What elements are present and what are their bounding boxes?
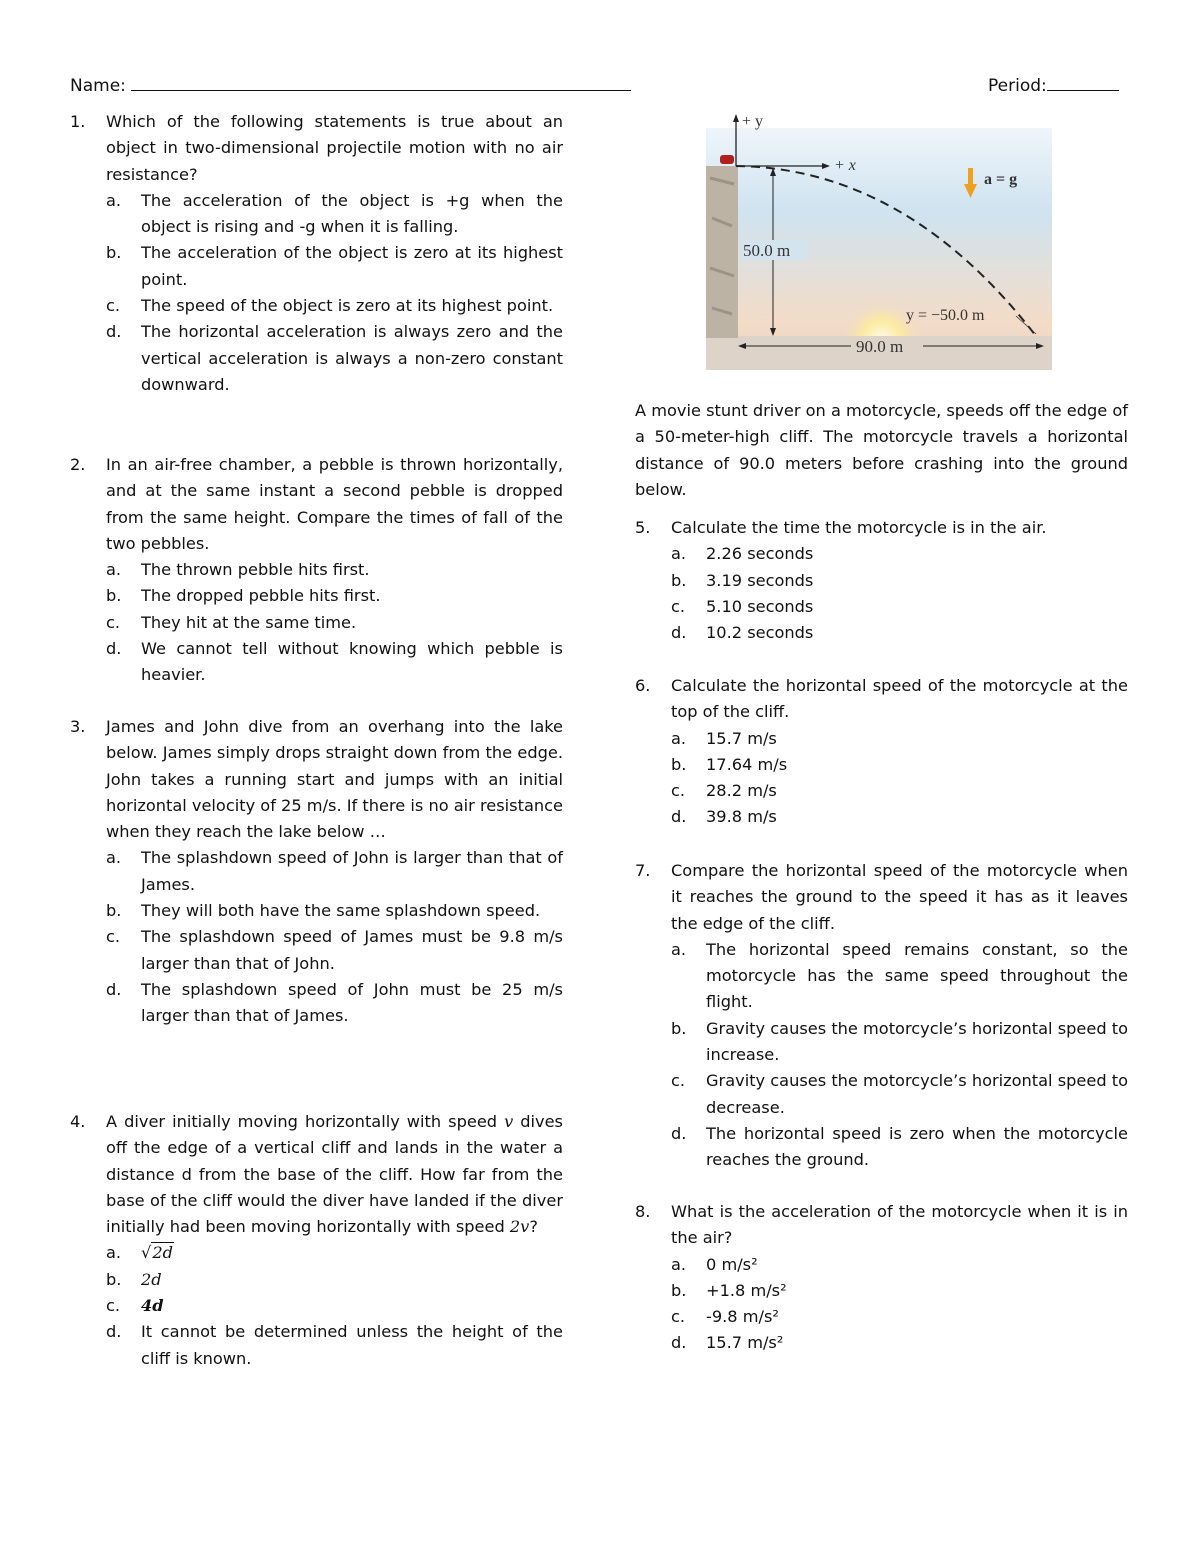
option-text: 28.2 m/s [706, 781, 777, 801]
option-a[interactable]: a. √2d [70, 1240, 563, 1266]
question-number: 5. [635, 518, 651, 537]
scenario-text: A movie stunt driver on a motorcycle, speeds off the edge of a 50-meter-high cliff. The motorcycle travels a horizontal distance of 90.0 meters before crashing into the ground below. [635, 401, 1128, 499]
option-letter: c. [671, 1307, 686, 1327]
option-text: 2.26 seconds [706, 544, 814, 564]
option-letter: c. [106, 1296, 121, 1316]
option-b[interactable] [70, 583, 563, 609]
option-text: Gravity causes the motorcycle’s horizontal speed to increase. [706, 1018, 1128, 1065]
y-axis-label: + y [742, 113, 764, 130]
option-letter: b. [671, 1018, 687, 1038]
option-letter: d. [671, 1333, 687, 1353]
option-text: The splashdown speed of James must be 9.8 m/s larger than that of John. [141, 927, 563, 973]
period-label: Period: [988, 76, 1047, 96]
question-text: Calculate the horizontal speed of the motorcycle at the top of the cliff. [671, 676, 1128, 722]
variable-2v: 2v [509, 1217, 530, 1237]
option-letter: b. [106, 1269, 122, 1289]
option-b[interactable] [70, 240, 563, 293]
option-c[interactable] [635, 1068, 1128, 1121]
option-text: 5.10 seconds [706, 596, 814, 616]
option-letter: c. [671, 1071, 686, 1091]
option-letter: b. [671, 754, 687, 774]
option-b[interactable] [70, 898, 563, 924]
projectile-diagram [706, 108, 1052, 370]
option-text: The horizontal speed is zero when the motorcycle reaches the ground. [706, 1123, 1128, 1170]
option-letter: c. [106, 927, 121, 947]
option-c[interactable] [70, 924, 563, 977]
question-1 [70, 109, 563, 398]
question-8 [635, 1199, 1128, 1357]
option-text: The horizontal acceleration is always zero and the vertical acceleration is always a non-zero constant downward. [141, 322, 563, 394]
question-text: In an air-free chamber, a pebble is thrown horizontally, and at the same instant a second pebble is dropped from the same height. Compare the times of fall of the two pebbles. [106, 455, 563, 553]
option-b[interactable] [635, 1278, 1128, 1304]
option-text: 4d [141, 1296, 164, 1316]
option-text: 0 m/s² [706, 1254, 758, 1274]
option-d[interactable] [635, 1121, 1128, 1174]
x-axis-label: + x [834, 157, 856, 174]
option-letter: a. [671, 544, 687, 564]
option-text: 10.2 seconds [706, 623, 814, 643]
name-field[interactable] [70, 72, 631, 99]
option-letter: c. [106, 612, 121, 632]
option-letter: a. [671, 728, 687, 748]
option-text: The speed of the object is zero at its highest point. [141, 296, 554, 316]
option-text: The acceleration of the object is +g when the object is rising and -g when it is falling. [141, 190, 563, 237]
question-text: Compare the horizontal speed of the motorcycle when it reaches the ground to the speed it has as it leaves the edge of the cliff. [671, 861, 1128, 933]
name-label: Name: [70, 76, 126, 96]
variable-v: v [504, 1112, 514, 1131]
option-text: 15.7 m/s² [706, 1333, 784, 1353]
option-c[interactable] [635, 594, 1128, 620]
distance-label: 90.0 m [856, 337, 904, 356]
option-letter: d. [106, 639, 122, 659]
option-letter: d. [671, 1123, 687, 1143]
option-letter: b. [106, 901, 122, 921]
option-d[interactable] [70, 636, 563, 689]
option-letter: d. [106, 1322, 122, 1342]
option-b[interactable] [635, 568, 1128, 594]
option-text: The splashdown speed of John is larger than that of James. [141, 848, 563, 894]
question-text: A diver initially moving horizontally with speed v dives off the edge of a vertical cliff and lands in the water a distance d from the base of the cliff. How far from the base of the cliff would the diver have landed if the diver initially had been moving horizontally with speed 2v? [106, 1112, 563, 1237]
option-c[interactable] [70, 1293, 563, 1319]
option-a[interactable] [635, 726, 1128, 752]
name-blank[interactable] [131, 72, 631, 91]
option-letter: d. [106, 979, 122, 999]
option-b[interactable] [635, 752, 1128, 778]
option-letter: d. [671, 623, 687, 643]
question-number: 4. [70, 1112, 86, 1131]
height-label: 50.0 m [743, 241, 791, 260]
option-letter: d. [106, 322, 122, 342]
option-d[interactable] [70, 977, 563, 1030]
option-c[interactable] [635, 778, 1128, 804]
y-final-label: y = −50.0 m [906, 307, 985, 324]
option-a[interactable] [635, 541, 1128, 567]
option-text: +1.8 m/s² [706, 1280, 787, 1300]
option-a[interactable] [635, 1252, 1128, 1278]
option-letter: a. [106, 1243, 122, 1263]
question-6 [635, 673, 1128, 831]
question-number: 6. [635, 676, 651, 695]
option-letter: a. [106, 190, 122, 210]
option-a[interactable] [635, 937, 1128, 1016]
option-text: 39.8 m/s [706, 807, 777, 827]
question-number: 3. [70, 717, 86, 736]
option-letter: d. [671, 807, 687, 827]
option-letter: b. [106, 586, 122, 606]
question-3 [70, 714, 563, 1030]
question-text: Which of the following statements is true about an object in two-dimensional projectile motion with no air resistance? [106, 112, 563, 184]
option-text: 17.64 m/s [706, 754, 788, 774]
option-letter: a. [106, 848, 122, 868]
option-letter: b. [671, 570, 687, 590]
option-text: 2d [152, 1243, 173, 1263]
question-7 [635, 858, 1128, 1174]
acceleration-label: a = g [984, 171, 1018, 188]
question-text: James and John dive from an overhang into the lake below. James simply drops straight down from the edge. John takes a running start and jumps with an initial horizontal velocity of 25 m/s. If there is no air resistance when they reach the lake below … [106, 717, 563, 842]
option-text: They will both have the same splashdown speed. [141, 901, 541, 921]
option-c[interactable] [635, 1304, 1128, 1330]
question-number: 8. [635, 1202, 651, 1221]
option-letter: b. [106, 243, 122, 263]
question-text: Calculate the time the motorcycle is in the air. [671, 518, 1047, 537]
option-c[interactable] [70, 293, 563, 319]
acceleration-arrow [968, 168, 973, 184]
option-d[interactable] [635, 804, 1128, 830]
option-d[interactable] [70, 319, 563, 398]
option-text: 2d [141, 1269, 162, 1289]
option-text: They hit at the same time. [141, 612, 357, 632]
option-text: The acceleration of the object is zero at its highest point. [141, 243, 563, 289]
question-4 [70, 1109, 563, 1372]
option-letter: b. [671, 1280, 687, 1300]
option-text: The dropped pebble hits first. [141, 586, 381, 606]
option-text: -9.8 m/s² [706, 1307, 779, 1327]
option-b[interactable] [635, 1016, 1128, 1069]
option-letter: a. [106, 560, 122, 580]
option-d[interactable] [70, 1319, 563, 1372]
option-letter: c. [106, 296, 121, 316]
option-text: It cannot be determined unless the height of the cliff is known. [141, 1322, 563, 1368]
option-d[interactable] [635, 1330, 1128, 1356]
question-number: 1. [70, 112, 86, 131]
question-2 [70, 452, 563, 689]
option-a[interactable] [70, 188, 563, 241]
option-text: We cannot tell without knowing which pebble is heavier. [141, 639, 563, 685]
question-5 [635, 515, 1128, 646]
option-letter: c. [671, 781, 686, 801]
motorcycle-icon [720, 155, 734, 164]
option-text: 3.19 seconds [706, 570, 814, 590]
question-number: 7. [635, 861, 651, 880]
option-letter: c. [671, 596, 686, 616]
option-letter: a. [671, 939, 687, 959]
question-text: What is the acceleration of the motorcycle when it is in the air? [671, 1202, 1128, 1248]
period-blank[interactable] [1047, 72, 1119, 91]
option-b[interactable] [70, 1267, 563, 1293]
option-a[interactable] [70, 557, 563, 583]
option-text: The thrown pebble hits first. [141, 560, 370, 580]
option-text: 15.7 m/s [706, 728, 777, 748]
option-text: The splashdown speed of John must be 25 m/s larger than that of James. [141, 979, 563, 1026]
option-letter: a. [671, 1254, 687, 1274]
option-text: The horizontal speed remains constant, so the motorcycle has the same speed throughout the flight. [706, 939, 1128, 1012]
option-text: Gravity causes the motorcycle’s horizontal speed to decrease. [706, 1071, 1128, 1117]
option-d[interactable] [635, 620, 1128, 646]
option-a[interactable] [70, 845, 563, 898]
period-field[interactable] [988, 72, 1119, 99]
option-c[interactable] [70, 610, 563, 636]
question-number: 2. [70, 455, 86, 474]
